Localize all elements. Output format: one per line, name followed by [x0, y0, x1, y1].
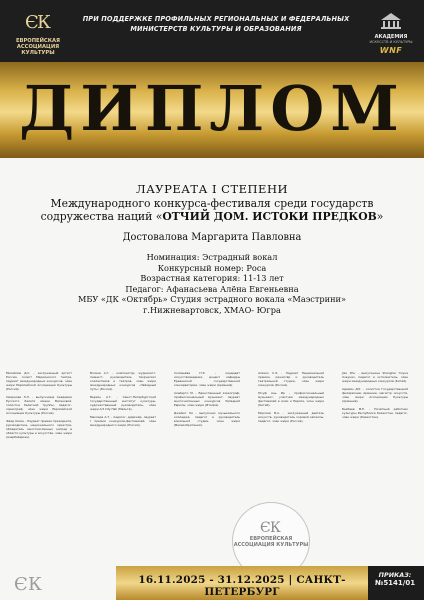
order-block	[370, 571, 420, 588]
jury-section	[6, 372, 418, 566]
footer-ek-icon	[12, 570, 46, 596]
jury-entry: Верель А.Г. - Санкт-Петербургский государственный институт культуры, художественный руководитель, член жюри Art City Hall (Мальта).	[90, 395, 156, 411]
jury-entry: Морозов В.А. - заслуженный деятель искусств, руководитель хоровой капеллы, педагог, член жюри (Россия).	[258, 411, 324, 424]
jury-entry: Джеймс Ли - выпускник музыкального колледжа, педагог и руководитель вокальной студии, член жюри (Великобритания).	[174, 411, 240, 427]
laureate-degree: ЛАУРЕАТА I СТЕПЕНИ	[135, 182, 289, 196]
svg-text:Є: Є	[14, 574, 28, 595]
ek-logo-icon	[23, 10, 53, 32]
jury-entry: Бекбаев М.Е. - Почётный работник культуры Республики Казахстан, педагог, член жюри (Казахстан).	[342, 407, 408, 420]
support-line-1: ПРИ ПОДДЕРЖКЕ ПРОФИЛЬНЫХ РЕГИОНАЛЬНЫХ И ФЕДЕРАЛЬНЫХ	[82, 15, 350, 23]
contest-line-2-suffix: »	[376, 210, 384, 223]
support-text	[70, 14, 362, 34]
jury-entry: Волков А.Г. - композитор, журналист, пианист, руководитель творческих коллективов и театров, член жюри международных конкурсов «Звёздный путь» (Россия).	[90, 371, 156, 391]
jury-entry: Соловьёва Н.Э. - кандидат искусствоведения, доцент кафедры Ереванской государственной консерватории, член жюри (Армения).	[174, 371, 240, 387]
org-logo	[10, 10, 66, 56]
detail-age: Возрастная категория: 11-13 лет	[140, 273, 284, 284]
order-label: ПРИКАЗ:	[378, 571, 412, 579]
jury-entry: Алечко С.Э. - Лауреат Национальной премии, режиссёр и руководитель театральной студии, член жюри конкурсов (Россия).	[258, 371, 324, 387]
contest-line-2-prefix: содружества наций «	[40, 210, 163, 223]
svg-text:Є: Є	[260, 520, 271, 535]
jury-column	[6, 372, 72, 444]
jury-entry: Адамян Д.Р. - солистка Государственной филармонии Армении, магистр искусств, член жюри Ассоциации Культуры (Армения).	[342, 387, 408, 403]
svg-text:К: К	[28, 574, 42, 595]
jury-column	[90, 372, 156, 432]
support-line-2: МИНИСТЕРСТВ КУЛЬТУРЫ И ОБРАЗОВАНИЯ	[130, 25, 302, 33]
svg-text:К: К	[270, 520, 281, 535]
jury-entry: Михайлов Д.С. - заслуженный артист России, солист Мариинского театра, лауреат международных конкурсов, член жюри Европейской Ассоциации Культуры (Россия).	[6, 371, 72, 391]
detail-nomination: Номинация: Эстрадный вокал	[146, 252, 278, 262]
jury-entry: Юсуф Ань Ир - профессиональный музыкант, участник международных фестивалей в Азии и Европе, член жюри (Китай).	[258, 391, 324, 407]
jury-column	[174, 372, 240, 432]
jury-entry: Смирнова Э.Л. - выпускница Академии Русского балета имени Вагановой, солистка балетной труппы, педагог-хореограф, член жюри Европейской Ассоциации Культуры (Россия).	[6, 395, 72, 415]
detail-teacher: Педагог: Афанасьева Алёна Евгеньевна	[125, 283, 299, 294]
contest-title	[20, 197, 404, 223]
org-logo-text: ЕВРОПЕЙСКАЯ АССОЦИАЦИЯ КУЛЬТУРЫ	[16, 38, 60, 56]
stamp-text: ЕВРОПЕЙСКАЯ АССОЦИАЦИЯ КУЛЬТУРЫ	[233, 536, 309, 548]
contest-line-2	[20, 210, 404, 223]
jury-entry: Jiao Zhu - выпускница Shanghai Yinyue Xueyuan, педагог и исполнитель, член жюри международных конкурсов (Китай).	[342, 371, 408, 383]
wnf-logo: WNF	[379, 46, 403, 55]
academy-subtitle: ИСКУССТВ И КУЛЬТУРЫ	[369, 40, 413, 44]
jury-entry: Альберто М. - Единственный хореограф, профессиональный музыкант, лауреат многочисленных конкурсов Западной Европы, член жюри (Италия).	[174, 391, 240, 407]
jury-entry: Маклера А.Т. - педагог, дирижёр, лауреат I премии конкурсов-фестивалей, член международного жюри (Россия).	[90, 415, 156, 427]
svg-text:К: К	[37, 12, 51, 32]
award-details	[30, 252, 394, 316]
jury-column	[342, 372, 408, 425]
diploma-title: ДИПЛОМ	[19, 72, 405, 145]
jury-entry: Фаяд Хасан - Лауреат премии президента, руководитель национального оркестра, обладатель многочисленных наград в области культуры и искусства, член жюри (Азербайджан).	[6, 419, 72, 439]
detail-number: Конкурсный номер: Роса	[157, 262, 267, 273]
event-dates: 16.11.2025 - 31.12.2025 | САНКТ-ПЕТЕРБУРГ	[138, 574, 346, 598]
academy-name: АКАДЕМИЯ	[374, 34, 408, 40]
contest-line-1: Международного конкурса-фестиваля среди государств	[50, 197, 374, 210]
contest-name: ОТЧИЙ ДОМ. ИСТОКИ ПРЕДКОВ	[162, 210, 377, 223]
academy-emblem-icon	[380, 12, 402, 30]
recipient-name: Достовалова Маргарита Павловна	[122, 232, 302, 243]
jury-column	[258, 372, 324, 428]
detail-city: г.Нижневартовск, ХМАО- Югра	[143, 304, 281, 315]
order-number: №5141/01	[374, 579, 416, 587]
svg-text:Є: Є	[25, 12, 39, 32]
stamp-ek-icon	[260, 517, 282, 535]
detail-institution: МБУ «ДК «Октябрь» Студия эстрадного вокала «Маэстрини»	[77, 294, 347, 305]
academy-logo	[364, 12, 418, 55]
